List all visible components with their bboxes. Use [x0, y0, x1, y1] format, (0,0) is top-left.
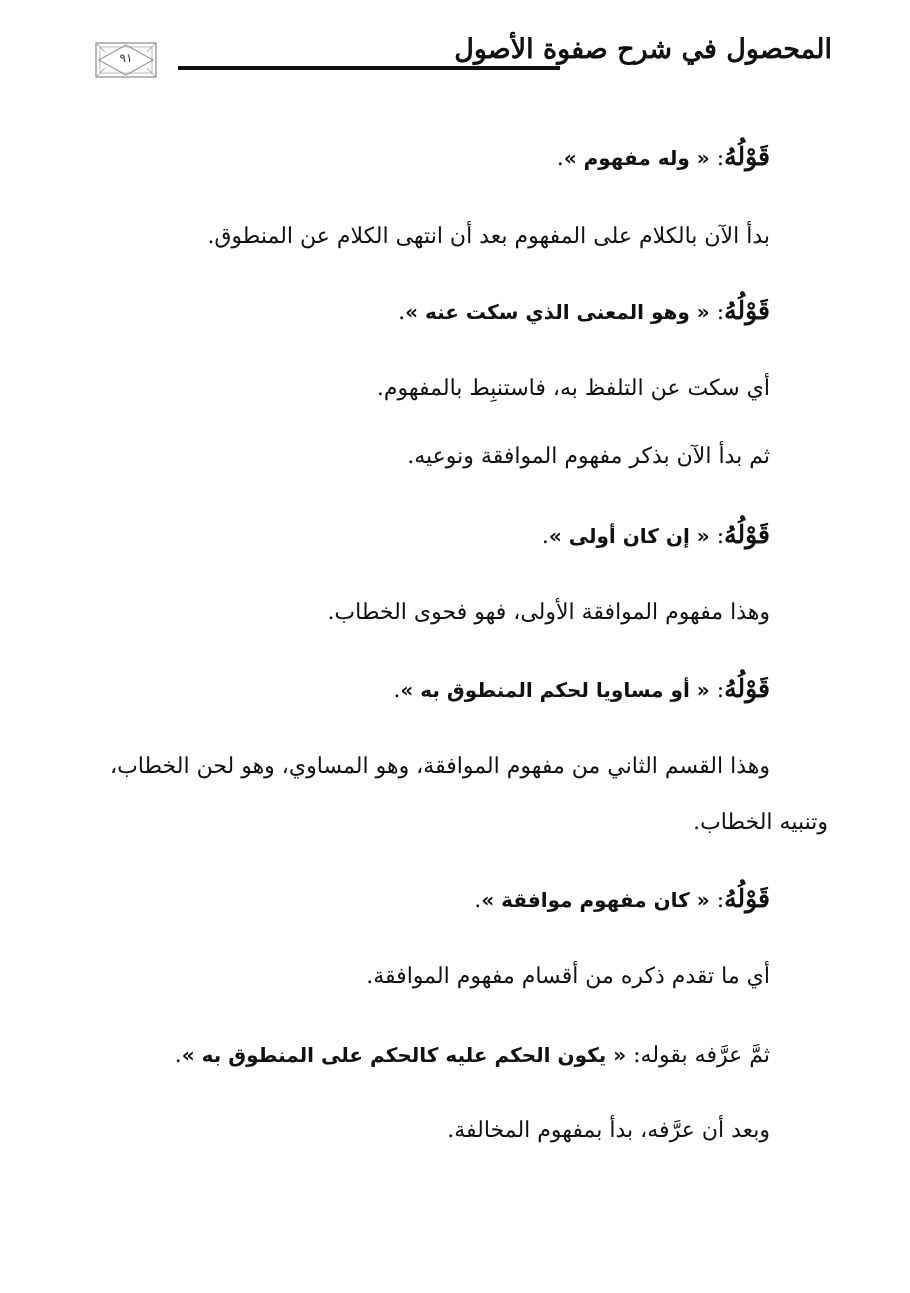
- paragraph: بدأ الآن بالكلام على المفهوم بعد أن انتهى الكلام عن المنطوق.: [207, 224, 770, 249]
- page-header: [0, 30, 910, 90]
- quote-line: قَوْلُهُ: « وله مفهوم ».: [556, 142, 770, 171]
- quote-text: « وله مفهوم »: [563, 146, 710, 170]
- page-number-badge: [95, 42, 157, 78]
- keyword: قَوْلُهُ: [724, 142, 770, 171]
- mixed-prefix: ثمَّ عرَّفه بقوله:: [633, 1043, 770, 1068]
- keyword: قَوْلُهُ: [724, 296, 770, 325]
- quote-text: « أو مساويا لحكم المنطوق به »: [400, 678, 710, 702]
- keyword: قَوْلُهُ: [724, 520, 770, 549]
- book-title: المحصول في شرح صفوة الأصول: [454, 34, 832, 65]
- quote-line: قَوْلُهُ: « كان مفهوم موافقة ».: [474, 884, 770, 913]
- paragraph: أي ما تقدم ذكره من أقسام مفهوم الموافقة.: [366, 964, 770, 989]
- paragraph-continuation: وتنبيه الخطاب.: [693, 810, 828, 835]
- paragraph: أي سكت عن التلفظ به، فاستنبِط بالمفهوم.: [376, 376, 770, 401]
- quote-text: « كان مفهوم موافقة »: [481, 888, 710, 912]
- mixed-suffix: .: [174, 1043, 182, 1068]
- quote-text: « وهو المعنى الذي سكت عنه »: [405, 300, 710, 324]
- paragraph: وبعد أن عرَّفه، بدأ بمفهوم المخالفة.: [447, 1118, 770, 1143]
- header-rule: [178, 66, 560, 70]
- keyword: قَوْلُهُ: [724, 884, 770, 913]
- quote-line: قَوْلُهُ: « إن كان أولى ».: [541, 520, 770, 549]
- mixed-paragraph: [175, 1040, 770, 1071]
- quote-line: قَوْلُهُ: « وهو المعنى الذي سكت عنه ».: [398, 296, 770, 325]
- mixed-bold-quote: « يكون الحكم عليه كالحكم على المنطوق به »: [181, 1043, 627, 1067]
- paragraph: وهذا مفهوم الموافقة الأولى، فهو فحوى الخطاب.: [327, 600, 770, 625]
- quote-text: « إن كان أولى »: [548, 524, 710, 548]
- keyword: قَوْلُهُ: [724, 674, 770, 703]
- page-number: ٩١: [119, 51, 133, 65]
- quote-line: قَوْلُهُ: « أو مساويا لحكم المنطوق به ».: [393, 674, 770, 703]
- paragraph: وهذا القسم الثاني من مفهوم الموافقة، وهو المساوي، وهو لحن الخطاب،: [110, 754, 770, 779]
- paragraph: ثم بدأ الآن بذكر مفهوم الموافقة ونوعيه.: [407, 444, 770, 469]
